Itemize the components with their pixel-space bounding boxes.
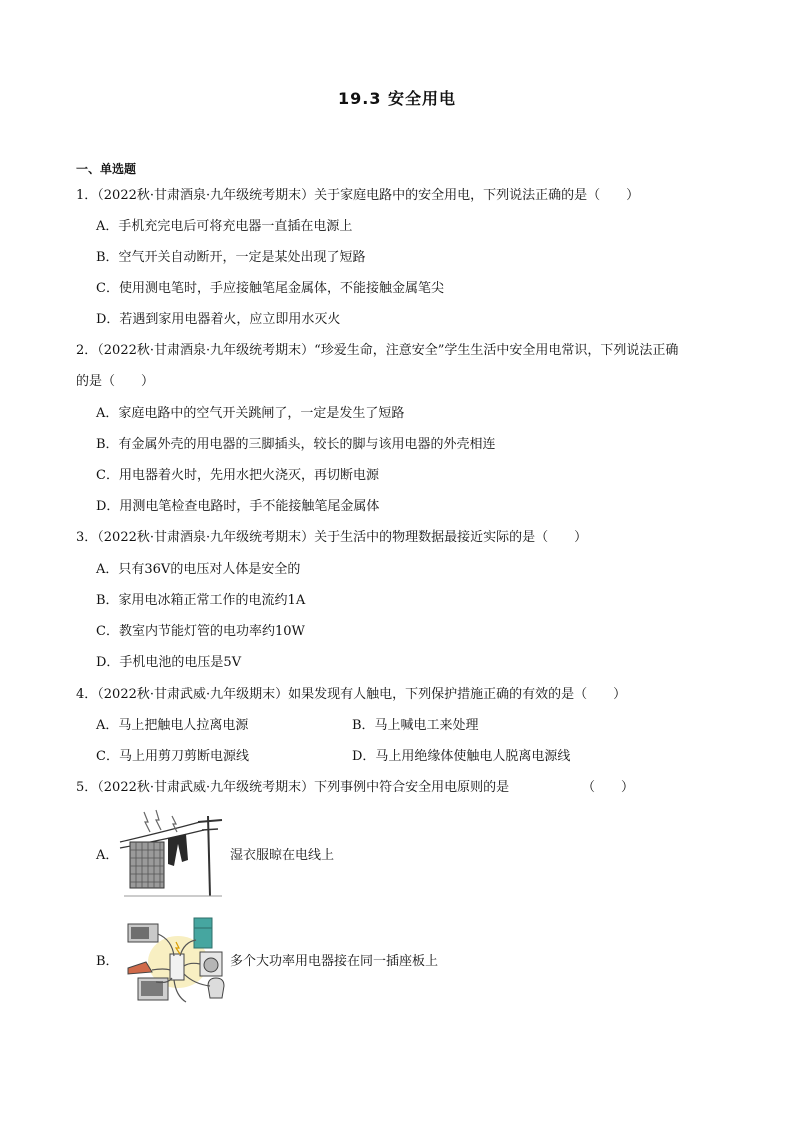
- q4-option-c[interactable]: C．马上用剪刀剪断电源线: [96, 749, 249, 764]
- q5-option-a-text: 湿衣服晾在电线上: [230, 848, 335, 863]
- q1-option-a[interactable]: A．手机充完电后可将充电器一直插在电源上: [96, 219, 353, 234]
- section-heading: 一、单选题: [76, 162, 137, 176]
- page-title: 19.3 安全用电: [337, 89, 457, 108]
- q2-stem-line1: 2．（2022秋·甘肃酒泉·九年级统考期末）“珍爱生命，注意安全”学生生活中安全用电常识，下列说法正确: [76, 343, 679, 358]
- q4-option-b[interactable]: B．马上喊电工来处理: [352, 718, 479, 733]
- q1-option-b[interactable]: B．空气开关自动断开，一定是某处出现了短路: [96, 250, 366, 265]
- q5-stem: 5．（2022秋·甘肃武威·九年级统考期末）下列事例中符合安全用电原则的是: [76, 780, 510, 795]
- q4-option-a[interactable]: A．马上把触电人拉离电源: [96, 718, 249, 733]
- q2-option-d[interactable]: D．用测电笔检查电路时，手不能接触笔尾金属体: [96, 499, 380, 514]
- q3-option-b[interactable]: B．家用电冰箱正常工作的电流约1A: [96, 593, 306, 608]
- q1-stem: 1．（2022秋·甘肃酒泉·九年级统考期末）关于家庭电路中的安全用电，下列说法正确的是（ ）: [76, 188, 640, 203]
- q2-option-b[interactable]: B．有金属外壳的用电器的三脚插头，较长的脚与该用电器的外壳相连: [96, 437, 496, 452]
- q4-stem: 4．（2022秋·甘肃武威·九年级期末）如果发现有人触电，下列保护措施正确的有效的是（ ）: [76, 687, 627, 702]
- q1-option-c[interactable]: C．使用测电笔时，手应接触笔尾金属体，不能接触金属笔尖: [96, 281, 444, 296]
- wet-clothes-on-power-line-illustration: [118, 808, 228, 900]
- q3-option-d[interactable]: D．手机电池的电压是5V: [96, 655, 242, 670]
- q3-option-c[interactable]: C．教室内节能灯管的电功率约10W: [96, 624, 305, 639]
- q5-option-a-label[interactable]: A．: [96, 848, 119, 863]
- q2-option-a[interactable]: A．家庭电路中的空气开关跳闸了，一定是发生了短路: [96, 406, 405, 421]
- q1-option-d[interactable]: D．若遇到家用电器着火，应立即用水灭火: [96, 312, 341, 327]
- q5-answer-paren: （ ）: [582, 780, 635, 795]
- q2-option-c[interactable]: C．用电器着火时，先用水把火浇灭，再切断电源: [96, 468, 379, 483]
- q5-option-b-label[interactable]: B．: [96, 954, 119, 969]
- overloaded-power-strip-illustration: [124, 912, 228, 1008]
- q4-option-d[interactable]: D．马上用绝缘体使触电人脱离电源线: [352, 749, 571, 764]
- q3-option-a[interactable]: A．只有36V的电压对人体是安全的: [96, 562, 301, 577]
- q5-option-b-text: 多个大功率用电器接在同一插座板上: [230, 954, 439, 969]
- q2-stem-line2: 的是（ ）: [76, 374, 155, 389]
- q3-stem: 3．（2022秋·甘肃酒泉·九年级统考期末）关于生活中的物理数据最接近实际的是（ ）: [76, 530, 588, 545]
